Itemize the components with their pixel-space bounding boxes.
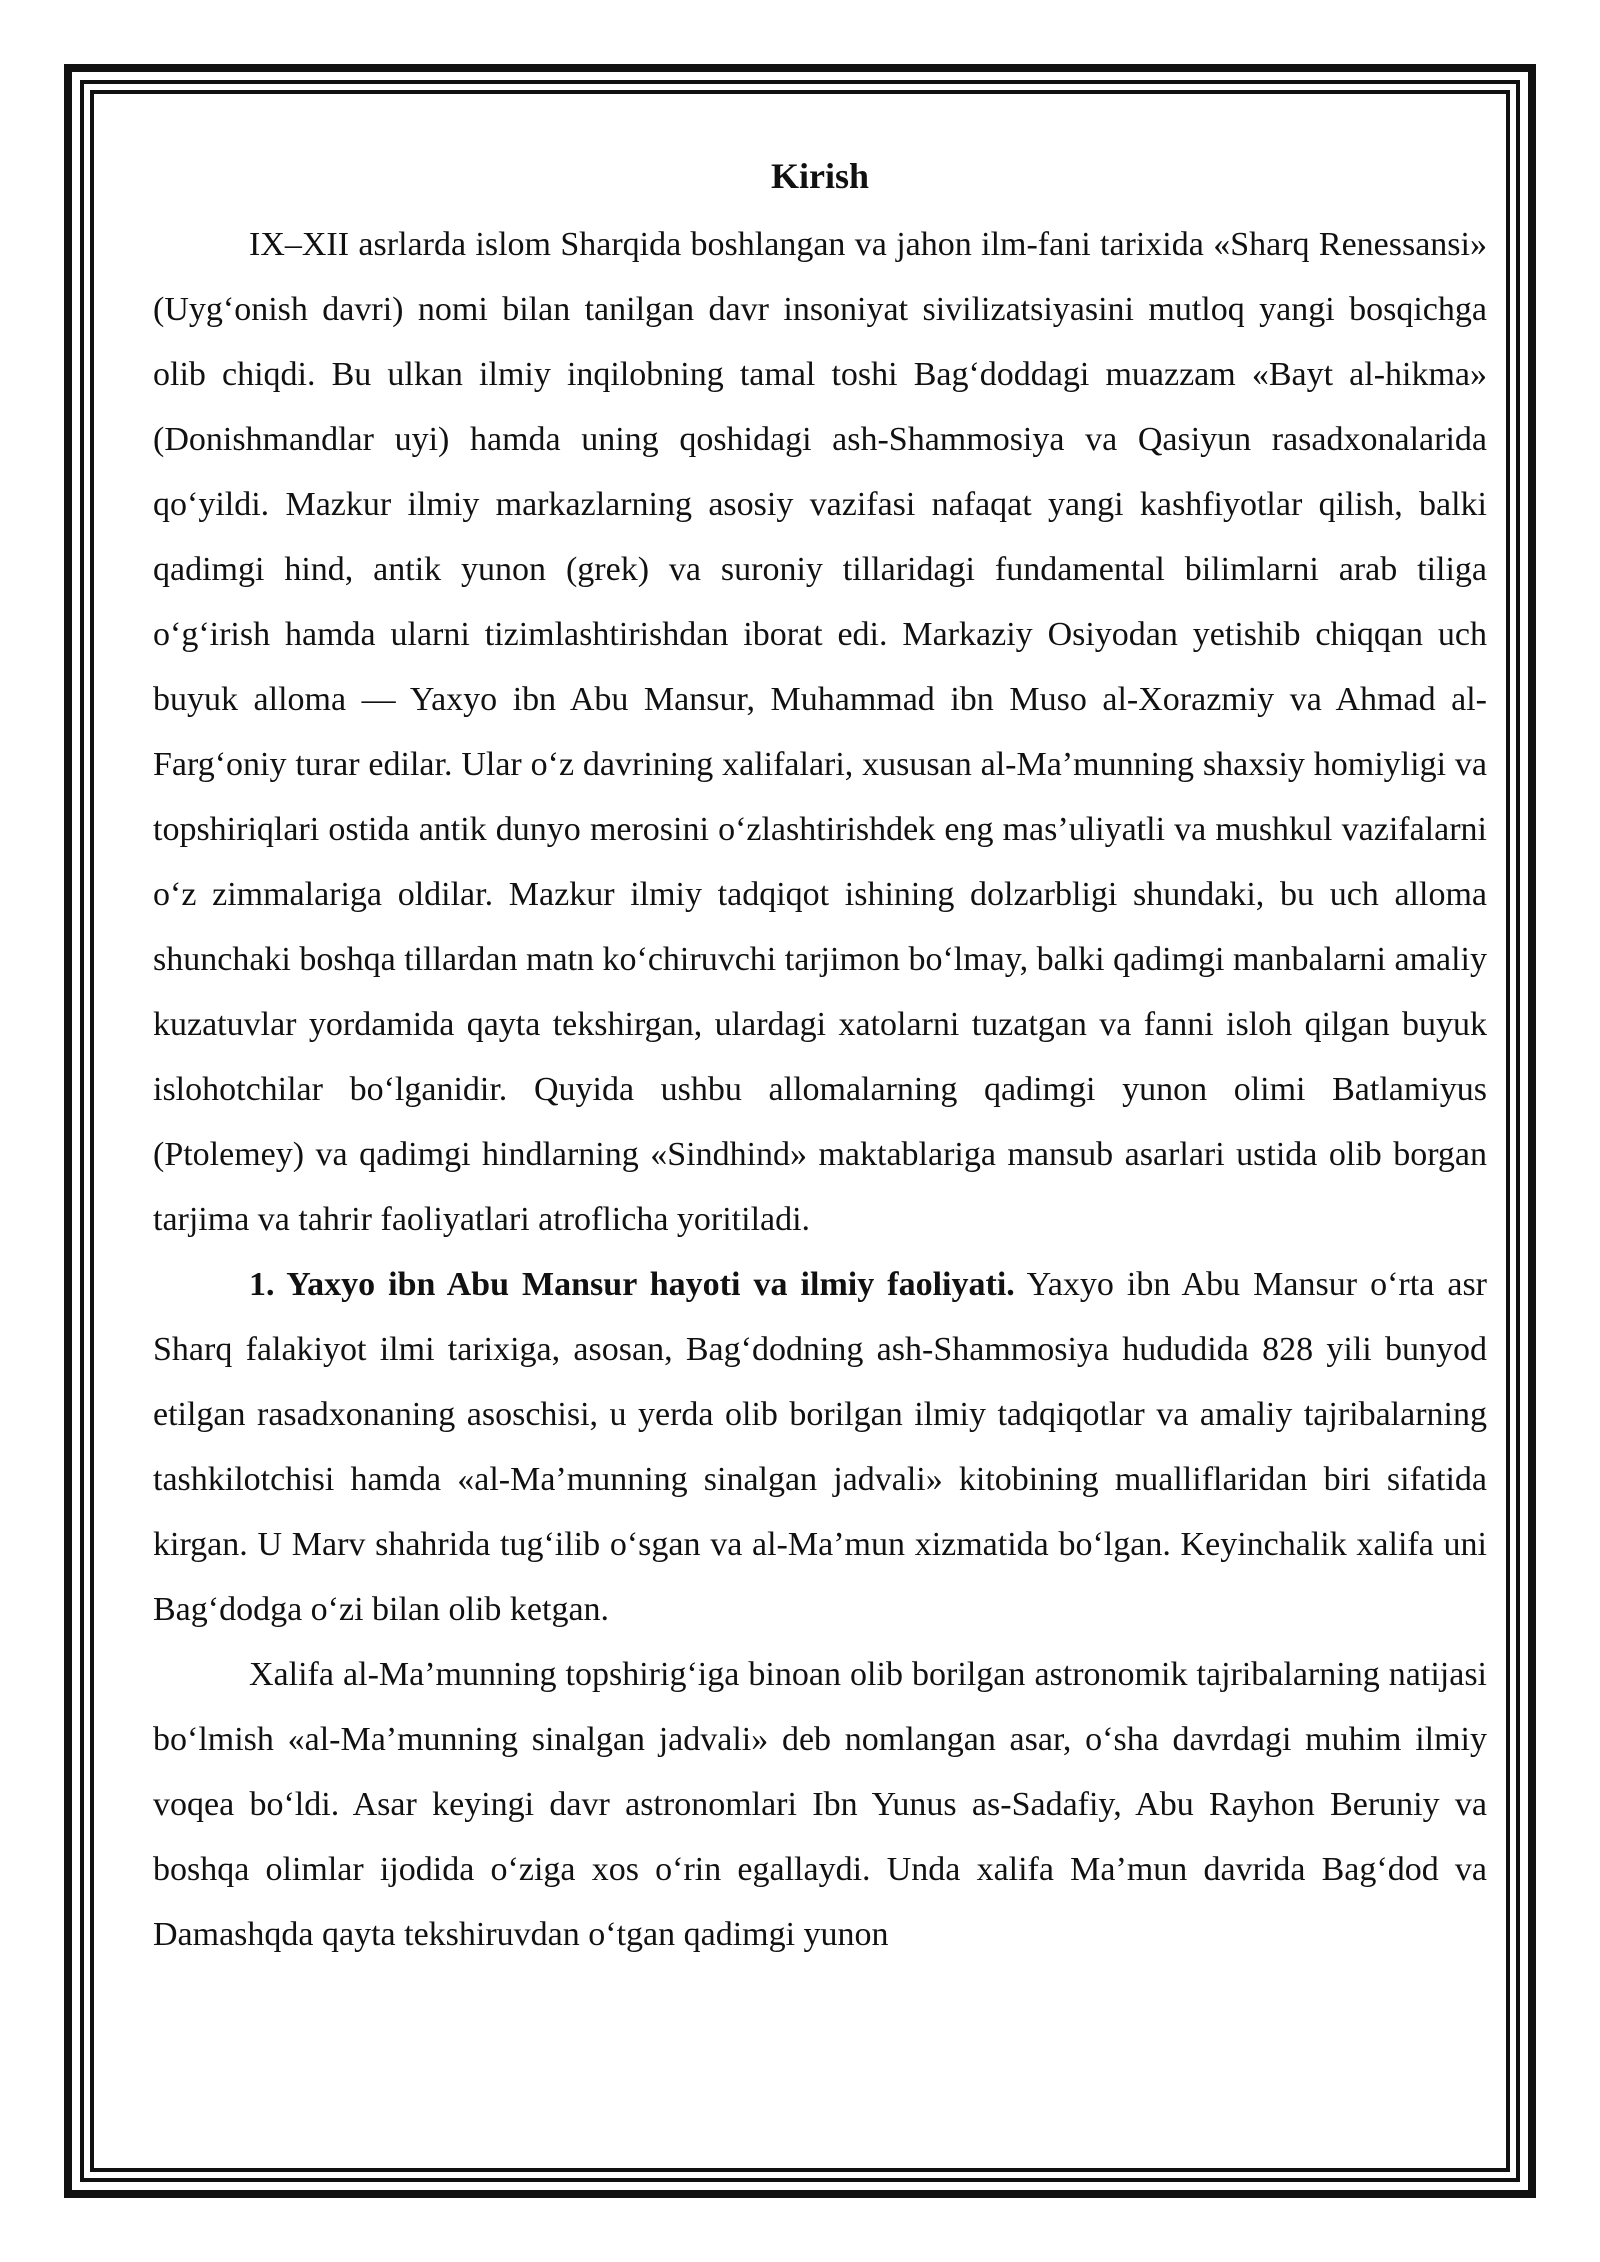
paragraph-continuation bbox=[153, 1642, 1487, 1967]
paragraph-intro-text: IX–XII asrlarda islom Sharqida boshlangan va jahon ilm-fani tarixida «Sharq Renessansi» (Uyg‘onish davri) nomi bilan tanilgan davr insoniyat sivilizatsiyasini mutloq yangi bosqichga olib chiqdi. Bu ulkan ilmiy inqilobning tamal toshi Bag‘doddagi muazzam «Bayt al-hikma» (Donishmandlar uyi) hamda uning qoshidagi ash-Shammosiya va Qasiyun rasadxonalarida qo‘yildi. Mazkur ilmiy markazlarning asosiy vazifasi nafaqat yangi kashfiyotlar qilish, balki qadimgi hind, antik yunon (grek) va suroniy tillaridagi fundamental bilimlarni arab tiliga o‘g‘irish hamda ularni tizimlashtirishdan iborat edi. Markaziy Osiyodan yetishib chiqqan uch buyuk alloma — Yaxyo ibn Abu Mansur, Muhammad ibn Muso al-Xorazmiy va Ahmad al-Farg‘oniy turar edilar. Ular o‘z davrining xalifalari, xususan al-Ma’munning shaxsiy homiyligi va topshiriqlari ostida antik dunyo merosini o‘zlashtirishdek eng mas’uliyatli va mushkul vazifalarni o‘z zimmalariga oldilar. Mazkur ilmiy tadqiqot ishining dolzarbligi shundaki, bu uch alloma shunchaki boshqa tillardan matn ko‘chiruvchi tarjimon bo‘lmay, balki qadimgi manbalarni amaliy kuzatuvlar yordamida qayta tekshirgan, ulardagi xatolarni tuzatgan va fanni isloh qilgan buyuk islohotchilar bo‘lganidir. Quyida ushbu allomalarning qadimgi yunon olimi Batlamiyus (Ptolemey) va qadimgi hindlarning «Sindhind» maktablariga mansub asarlari ustida olib borgan tarjima va tahrir faoliyatlari atroflicha yoritiladi. bbox=[153, 226, 1487, 1238]
section-heading: 1. Yaxyo ibn Abu Mansur hayoti va ilmiy faoliyati. bbox=[249, 1266, 1015, 1303]
document-body bbox=[153, 146, 1487, 1967]
paragraph-continuation-text: Xalifa al-Ma’munning topshirig‘iga binoan olib borilgan astronomik tajribalarning natijasi bo‘lmish «al-Ma’munning sinalgan jadvali» deb nomlangan asar, o‘sha davrdagi muhim ilmiy voqea bo‘ldi. Asar keyingi davr astronomlari Ibn Yunus as-Sadafiy, Abu Rayhon Beruniy va boshqa olimlar ijodida o‘ziga xos o‘rin egallaydi. Unda xalifa Ma’mun davrida Bag‘dod va Damashqda qayta tekshiruvdan o‘tgan qadimgi yunon bbox=[153, 1656, 1487, 1953]
document-title: Kirish bbox=[770, 156, 869, 196]
paragraph-section-1 bbox=[153, 1252, 1487, 1642]
paragraph-section-1-text: Yaxyo ibn Abu Mansur o‘rta asr Sharq falakiyot ilmi tarixiga, asosan, Bag‘dodning ash-Shammosiya hududida 828 yili bunyod etilgan rasadxonaning asoschisi, u yerda olib borilgan ilmiy tadqiqotlar va amaliy tajribalarning tashkilotchisi hamda «al-Ma’munning sinalgan jadvali» kitobining mualliflaridan biri sifatida kirgan. U Marv shahrida tug‘ilib o‘sgan va al-Ma’mun xizmatida bo‘lgan. Keyinchalik xalifa uni Bag‘dodga o‘zi bilan olib ketgan. bbox=[153, 1266, 1487, 1628]
paragraph-intro bbox=[153, 212, 1487, 1252]
